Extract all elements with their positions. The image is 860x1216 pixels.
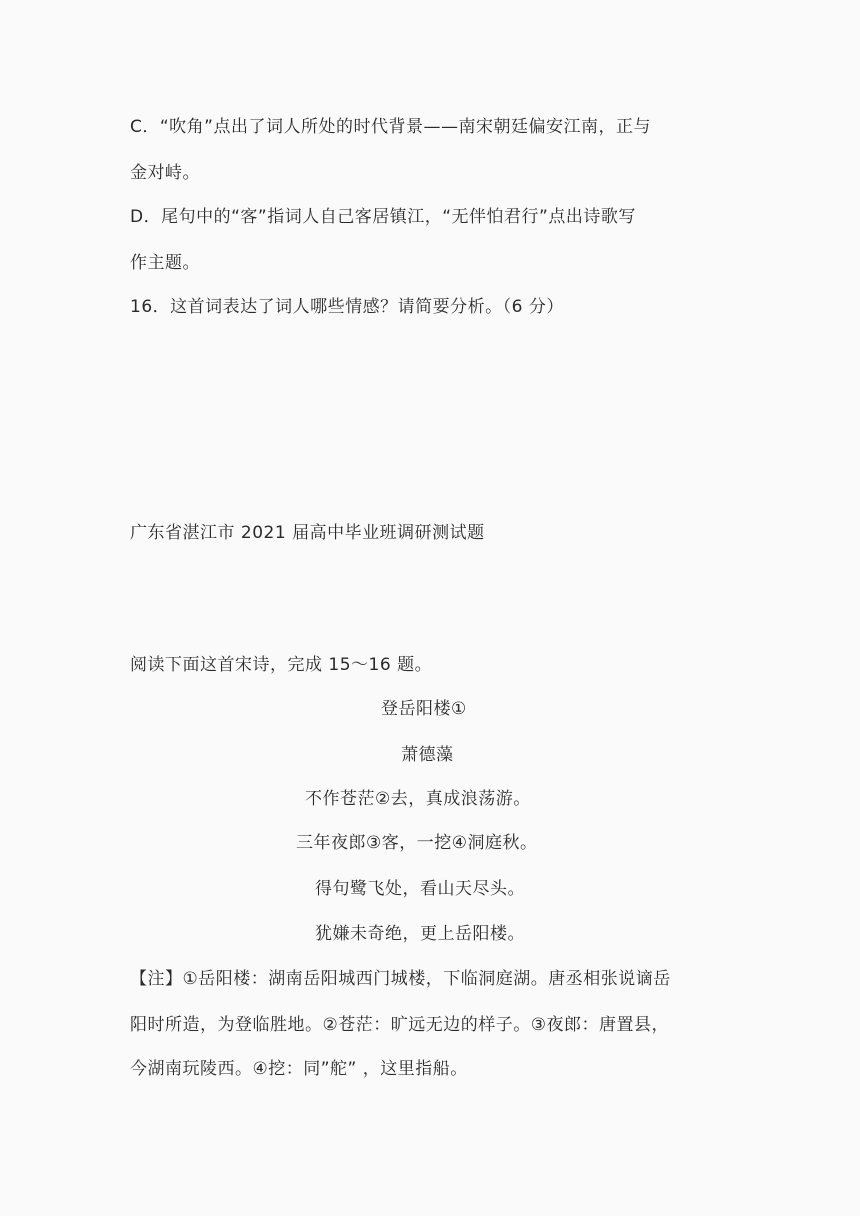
notes-line-3: 今湖南玩陵西。④挖：同”舵” ，这里指船。 xyxy=(130,1059,468,1079)
poem-line-2: 三年夜郎③客，一挖④洞庭秋。 xyxy=(296,833,538,853)
option-c-line-2: 金对峙。 xyxy=(130,163,200,183)
poem-title: 登岳阳楼① xyxy=(381,699,467,719)
notes-line-2: 阳时所造，为登临胜地。②苍茫：旷远无边的样子。③夜郎：唐置县， xyxy=(130,1015,669,1035)
poem-line-1: 不作苍茫②去，真成浪荡游。 xyxy=(305,789,531,809)
poem-line-4: 犹嫌未奇绝，更上岳阳楼。 xyxy=(315,924,525,944)
option-d-line-1: D．尾句中的“客”指词人自己客居镇江，“无伴怕君行”点出诗歌写 xyxy=(130,207,636,227)
option-c-line-1: C．“吹角”点出了词人所处的时代背景——南宋朝廷偏安江南，正与 xyxy=(130,117,651,137)
option-d-line-2: 作主题。 xyxy=(130,253,200,273)
question-16: 16．这首词表达了词人哪些情感？请简要分析。（6 分） xyxy=(130,297,564,317)
notes-line-1: 【注】①岳阳楼：湖南岳阳城西门城楼，下临洞庭湖。唐丞相张说谪岳 xyxy=(130,969,671,989)
reading-instruction: 阅读下面这首宋诗，完成 15～16 题。 xyxy=(130,655,433,675)
poem-line-3: 得句鹭飞处，看山天尽头。 xyxy=(315,879,525,899)
poem-author: 萧德藻 xyxy=(401,745,454,765)
exam-title: 广东省湛江市 2021 届高中毕业班调研测试题 xyxy=(130,523,485,543)
